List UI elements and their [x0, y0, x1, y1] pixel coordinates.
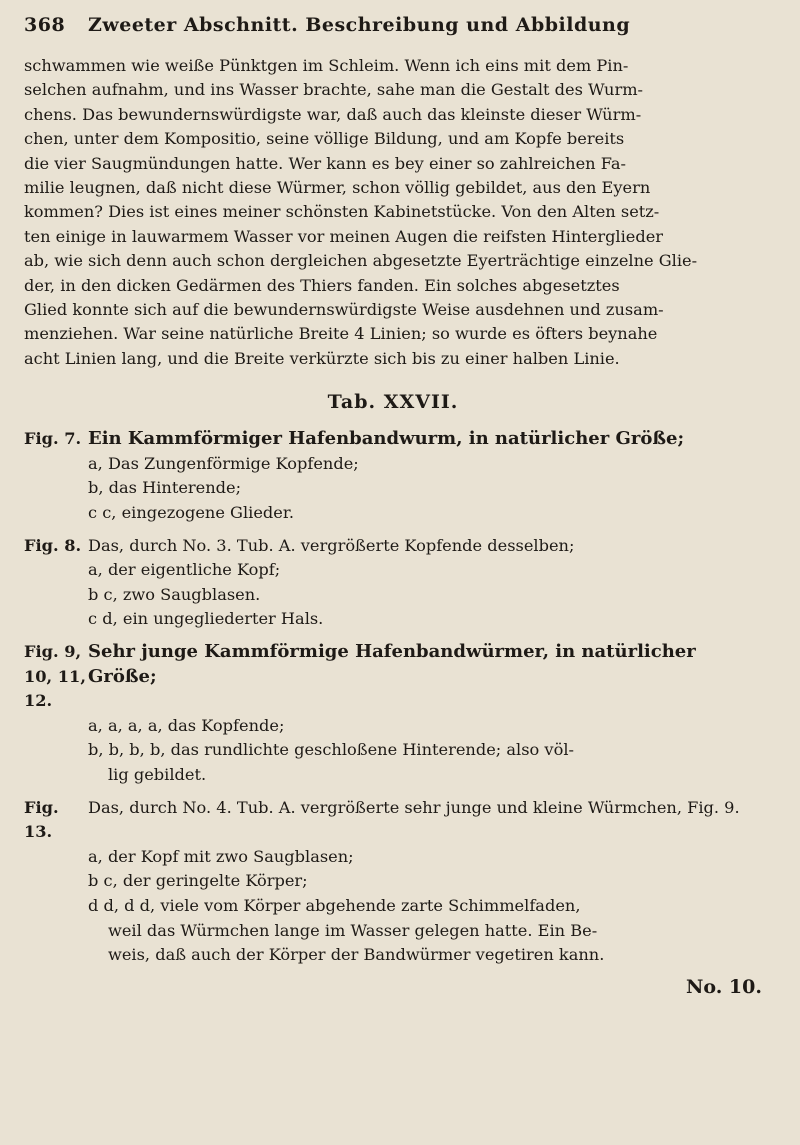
figure-part: lig gebildet.	[108, 765, 207, 784]
body-line: kommen? Dies ist eines meiner schönsten Kabinetstücke. Von den Alten setz-	[24, 202, 660, 222]
body-line: chen, unter dem Kompositio, seine völlige Bildung, und am Kopfe bereits	[24, 129, 625, 149]
figure-part: b, b, b, b, das rundlichte geschloßene Hinterende; also völ-	[88, 740, 574, 760]
figure-label: Fig. 7.	[24, 429, 82, 449]
body-line: ab, wie sich denn auch schon dergleichen abgesetzte Eyerträchtige einzelne Glie-	[24, 251, 698, 271]
figure-entry	[24, 796, 762, 968]
figure-part: a, der eigentliche Kopf;	[88, 560, 281, 580]
running-title: Zweeter Abschnitt. Beschreibung und Abbildung	[88, 14, 631, 36]
body-line: selchen aufnahm, und ins Wasser brachte, sahe man die Gestalt des Wurm-	[24, 80, 644, 100]
figure-part: b c, der geringelte Körper;	[88, 871, 308, 891]
figure-part: weil das Würmchen lange im Wasser gelegen hatte. Ein Be-	[108, 920, 598, 940]
figure-part: b, das Hinterende;	[88, 478, 242, 498]
figure-entry	[24, 427, 762, 525]
body-line: menziehen. War seine natürliche Breite 4 Linien; so wurde es öfters beynahe	[24, 324, 658, 344]
figure-part: a, der Kopf mit zwo Saugblasen;	[88, 846, 354, 866]
figure-title: Sehr junge Kammförmige Hafenbandwürmer, in natürlicher Größe;	[88, 641, 696, 687]
body-line: Glied konnte sich auf die bewundernswürdigste Weise ausdehnen und zusam-	[24, 300, 664, 320]
figure-label: Fig. 9, 10, 11, 12.	[24, 642, 86, 711]
body-line: milie leugnen, daß nicht diese Würmer, schon völlig gebildet, aus den Eyern	[24, 178, 651, 198]
body-paragraph	[24, 54, 762, 371]
body-line: ten einige in lauwarmem Wasser vor meinen Augen die reifsten Hinterglieder	[24, 226, 664, 246]
figure-entry	[24, 534, 762, 632]
catchword: No. 10.	[686, 975, 762, 998]
body-line: schwammen wie weiße Pünktgen im Schleim. Wenn ich eins mit dem Pin-	[24, 56, 629, 75]
body-line: der, in den dicken Gedärmen des Thiers fanden. Ein solches abgesetztes	[24, 275, 620, 295]
figure-part: c c, eingezogene Glieder.	[88, 503, 294, 523]
figure-title: Das, durch No. 3. Tub. A. vergrößerte Kopfende desselben;	[88, 535, 575, 555]
figure-title: Das, durch No. 4. Tub. A. vergrößerte sehr junge und kleine Würmchen, Fig. 9.	[88, 797, 740, 817]
running-head	[24, 14, 762, 48]
figure-part: weis, daß auch der Körper der Bandwürmer vegetiren kann.	[108, 945, 605, 965]
plate-heading: Tab. XXVII.	[327, 391, 459, 414]
figure-label: Fig. 13.	[24, 797, 59, 842]
page-number: 368	[24, 14, 66, 36]
figure-part: a, a, a, a, das Kopfende;	[88, 715, 285, 735]
figure-title: Ein Kammförmiger Hafenbandwurm, in natürlicher Größe;	[88, 428, 685, 450]
figure-label: Fig. 8.	[24, 535, 82, 555]
figure-entry	[24, 640, 762, 788]
body-line: die vier Saugmündungen hatte. Wer kann es bey einer so zahlreichen Fa-	[24, 153, 626, 173]
figure-part: c d, ein ungegliederter Hals.	[88, 609, 324, 629]
body-line: chens. Das bewundernswürdigste war, daß auch das kleinste dieser Würm-	[24, 104, 642, 124]
figure-part: b c, zwo Saugblasen.	[88, 584, 261, 604]
body-line: acht Linien lang, und die Breite verkürzte sich bis zu einer halben Linie.	[24, 348, 620, 368]
figure-part: a, Das Zungenförmige Kopfende;	[88, 453, 359, 473]
figure-part: d d, d d, viele vom Körper abgehende zarte Schimmelfaden,	[88, 895, 581, 915]
